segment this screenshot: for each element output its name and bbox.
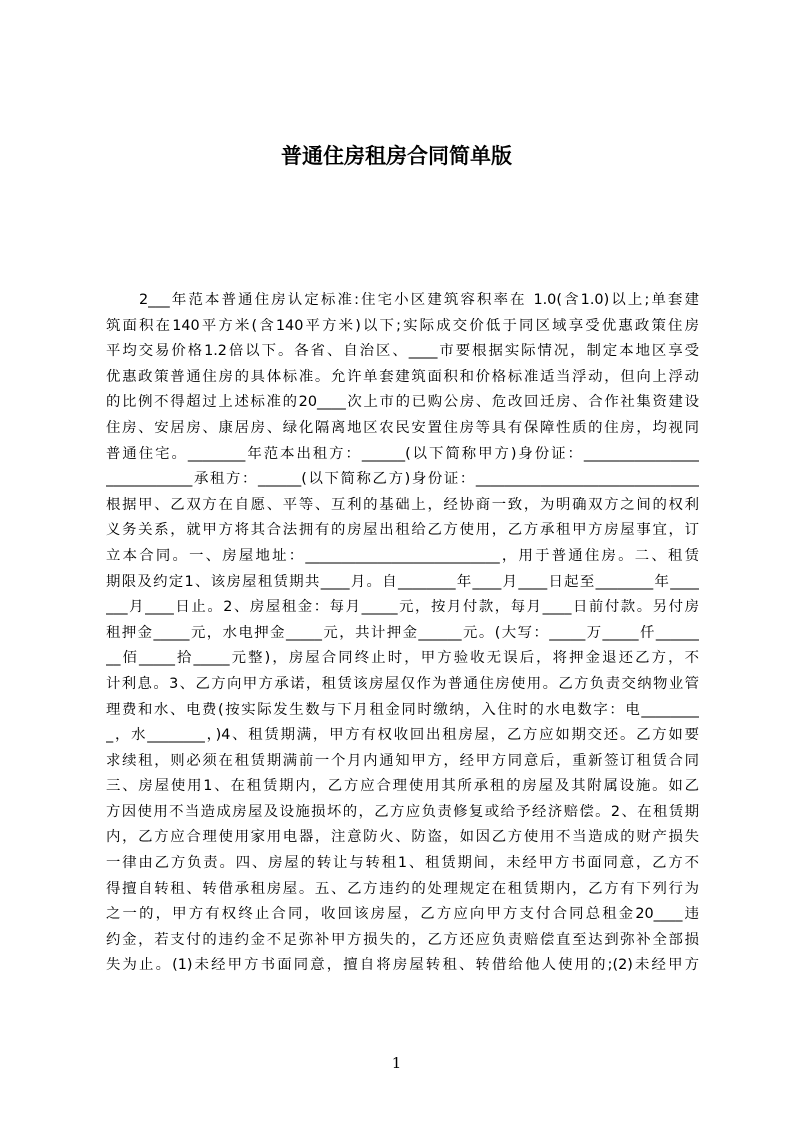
body-line: 筑面积在140平方米(含140平方米)以下;实际成交价低于同区域享受优惠政策住房 bbox=[106, 317, 699, 334]
body-line: ____________承租方：______(以下简称乙方)身份证：_______________________________ bbox=[106, 471, 699, 488]
body-line: 的比例不得超过上述标准的20____次上市的已购公房、危改回迁房、合作社集资建设 bbox=[106, 394, 699, 411]
body-line: ___月____日止。2、房屋租金：每月_____元，按月付款，每月____日前付款。另付房 bbox=[106, 599, 699, 616]
body-line: 期限及约定1、该房屋租赁期共____月。自________年____月____日起至________年____ bbox=[106, 573, 699, 590]
body-line: 三、房屋使用1、在租赁期内，乙方应合理使用其所承租的房屋及其附属设施。如乙 bbox=[106, 778, 699, 795]
body-line: 求续租，则必须在租赁期满前一个月内通知甲方，经甲方同意后，重新签订租赁合同 bbox=[106, 752, 699, 769]
body-line: 立本合同。一、房屋地址：___________________________，用于普通住房。二、租赁 bbox=[106, 547, 699, 564]
body-line: 计利息。3、乙方向甲方承诺，租赁该房屋仅作为普通住房使用。乙方负责交纳物业管 bbox=[106, 675, 699, 692]
document-title: 普通住房租房合同简单版 bbox=[281, 144, 512, 168]
body-line: 失为止。(1)未经甲方书面同意，擅自将房屋转租、转借给他人使用的;(2)未经甲方 bbox=[106, 957, 699, 974]
body-line: _，水________，)4、租赁期满，甲方有权收回出租房屋，乙方应如期交还。乙方如要 bbox=[106, 727, 699, 744]
body-line: 根据甲、乙双方在自愿、平等、互利的基础上，经协商一致，为明确双方之间的权利 bbox=[106, 496, 699, 513]
body-line: 租押金_____元，水电押金_____元，共计押金______元。(大写：_____万_____仟______ bbox=[106, 624, 699, 641]
body-line: 住房、安居房、康居房、绿化隔离地区农民安置住房等具有保障性质的住房，均视同 bbox=[106, 419, 699, 436]
document-body bbox=[106, 288, 699, 1028]
body-line: 内，乙方应合理使用家用电器，注意防火、防盗，如因乙方使用不当造成的财产损失 bbox=[106, 829, 699, 846]
body-line: 得擅自转租、转借承租房屋。五、乙方违约的处理规定在租赁期内，乙方有下列行为 bbox=[106, 880, 699, 897]
body-line: 一律由乙方负责。四、房屋的转让与转租1、租赁期间，未经甲方书面同意，乙方不 bbox=[106, 855, 699, 872]
body-line: 理费和水、电费(按实际发生数与下月租金同时缴纳，入住时的水电数字：电________ bbox=[106, 701, 699, 718]
body-line: 普通住宅。________年范本出租方：______(以下简称甲方)身份证：________________ bbox=[106, 445, 699, 462]
body-line: 约金，若支付的违约金不足弥补甲方损失的，乙方还应负责赔偿直至达到弥补全部损 bbox=[106, 931, 699, 948]
body-line: 义务关系，就甲方将其合法拥有的房屋出租给乙方使用，乙方承租甲方房屋事宜，订 bbox=[106, 522, 699, 539]
body-line: __佰_____拾_____元整)，房屋合同终止时，甲方验收无误后，将押金退还乙方，不 bbox=[106, 650, 699, 667]
body-line: 方因使用不当造成房屋及设施损坏的，乙方应负责修复或给予经济赔偿。2、在租赁期 bbox=[106, 803, 699, 820]
body-line: 之一的，甲方有权终止合同，收回该房屋，乙方应向甲方支付合同总租金20____违 bbox=[106, 906, 699, 923]
page-number: 1 bbox=[391, 1054, 402, 1072]
body-line: 优惠政策普通住房的具体标准。允许单套建筑面积和价格标准适当浮动，但向上浮动 bbox=[106, 368, 699, 385]
body-line: 平均交易价格1.2倍以下。各省、自治区、____市要根据实际情况，制定本地区享受 bbox=[106, 343, 699, 360]
body-line: 2___年范本普通住房认定标准:住宅小区建筑容积率在 1.0(含1.0)以上;单套建 bbox=[139, 292, 699, 308]
